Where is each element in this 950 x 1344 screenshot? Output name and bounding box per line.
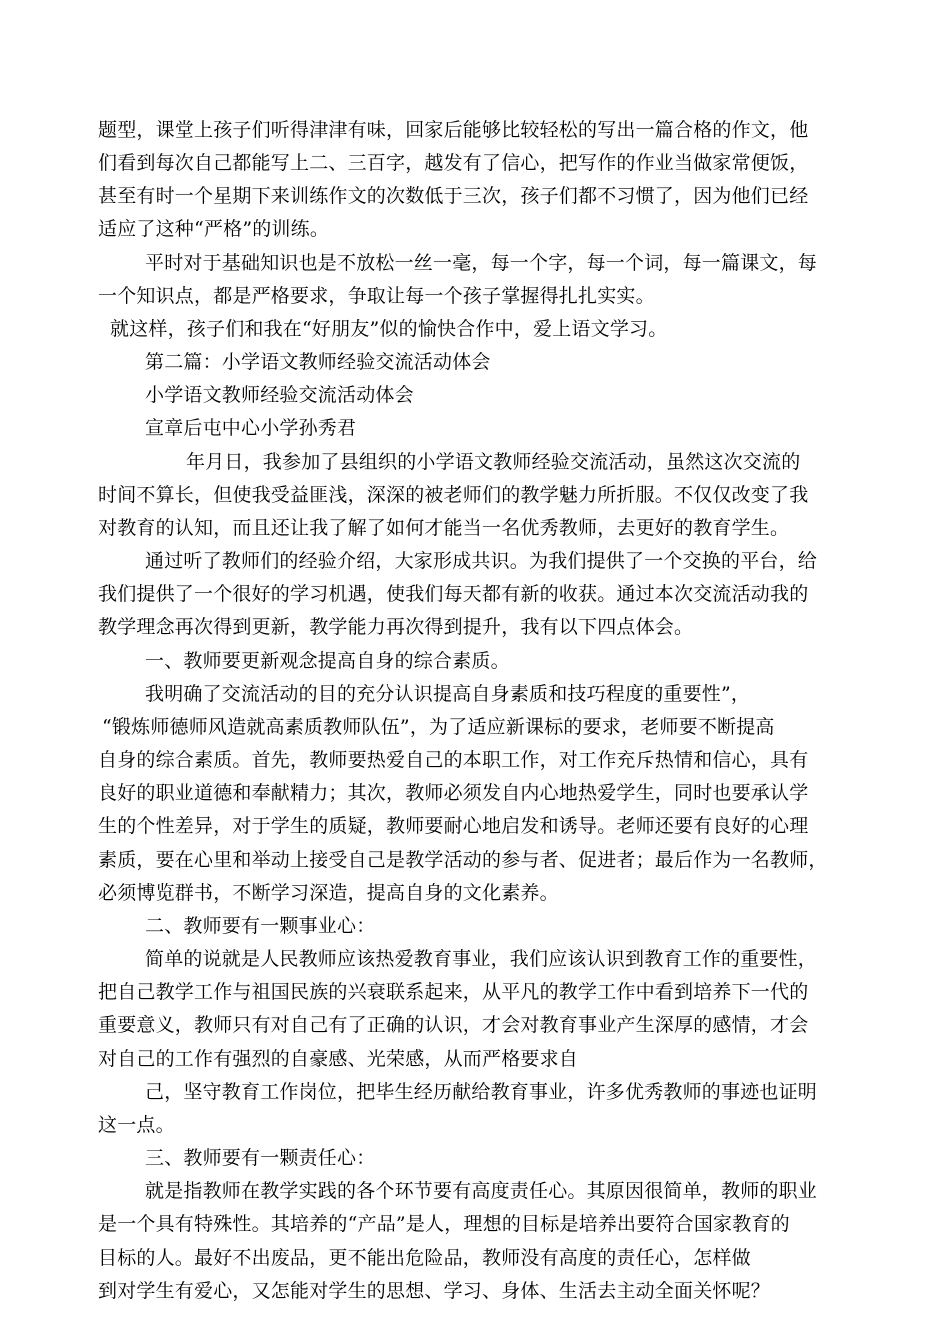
text-line: 素质，要在心里和举动上接受自己是教学活动的参与者、促进者；最后作为一名教师，: [98, 849, 828, 871]
text-line: 就是指教师在教学实践的各个环节要有高度责任心。其原因很简单，教师的职业: [145, 1180, 818, 1202]
section-heading: 第二篇：小学语文教师经验交流活动体会: [145, 351, 491, 373]
text-line: 题型，课堂上孩子们听得津津有味，回家后能够比较轻松的写出一篇合格的作文，他: [98, 119, 809, 141]
text-line: 必须博览群书，不断学习深造，提高自身的文化素养。: [98, 882, 559, 904]
text-line: 年月日，我参加了县组织的小学语文教师经验交流活动，虽然这次交流的: [186, 451, 801, 473]
text-line: 通过听了教师们的经验介绍，大家形成共识。为我们提供了一个交换的平台，给: [145, 550, 818, 572]
text-line: “锻炼师德师风造就高素质教师队伍”，为了适应新课标的要求，老师要不断提高: [102, 716, 775, 738]
text-line: 教学理念再次得到更新，教学能力再次得到提升，我有以下四点体会。: [98, 616, 694, 638]
text-line: 对教育的认知，而且还让我了解了如何才能当一名优秀教师，去更好的教育学生。: [98, 517, 790, 539]
text-line: 把自己教学工作与祖国民族的兴衰联系起来，从平凡的教学工作中看到培养下一代的: [98, 981, 809, 1003]
text-line: 自身的综合素质。首先，教师要热爱自己的本职工作，对工作充斥热情和信心，具有: [98, 749, 809, 771]
text-line: 时间不算长，但使我受益匪浅，深深的被老师们的教学魅力所折服。不仅仅改变了我: [98, 484, 809, 506]
text-line: 平时对于基础知识也是不放松一丝一毫，每一个字，每一个词，每一篇课文，每: [145, 252, 818, 274]
text-line: 到对学生有爱心，又怎能对学生的思想、学习、身体、生活去主动全面关怀呢？: [98, 1280, 771, 1302]
text-line: 良好的职业道德和奉献精力；其次，教师必须发自内心地热爱学生，同时也要承认学: [98, 782, 809, 804]
text-line: 一个知识点，都是严格要求，争取让每一个孩子掌握得扎扎实实。: [98, 285, 655, 307]
text-line: 简单的说就是人民教师应该热爱教育事业，我们应该认识到教育工作的重要性，: [145, 948, 818, 970]
text-line: 适应了这种“严格”的训练。: [98, 218, 330, 240]
text-line: 这一点。: [98, 1114, 175, 1136]
author-line: 宣章后屯中心小学孙秀君: [145, 417, 357, 439]
text-line: 是一个具有特殊性。其培养的“产品”是人，理想的目标是培养出要符合国家教育的: [98, 1213, 790, 1235]
text-line: 甚至有时一个星期下来训练作文的次数低于三次，孩子们都不习惯了，因为他们已经: [98, 185, 809, 207]
text-line: 就这样，孩子们和我在“好朋友”似的愉快合作中，爱上语文学习。: [110, 318, 668, 340]
text-line: 己，坚守教育工作岗位，把毕生经历献给教育事业，许多优秀教师的事迹也证明: [145, 1081, 818, 1103]
text-line: 我们提供了一个很好的学习机遇，使我们每天都有新的收获。通过本次交流活动我的: [98, 583, 809, 605]
text-line: 我明确了交流活动的目的充分认识提高自身素质和技巧程度的重要性”，: [145, 683, 751, 705]
point-heading: 三、教师要有一颗责任心：: [145, 1147, 376, 1169]
text-line: 生的个性差异，对于学生的质疑，教师要耐心地启发和诱导。老师还要有良好的心理: [98, 815, 809, 837]
point-heading: 二、教师要有一颗事业心：: [145, 915, 376, 937]
point-heading: 一、教师要更新观念提高自身的综合素质。: [145, 650, 510, 672]
text-line: 重要意义，教师只有对自己有了正确的认识，才会对教育事业产生深厚的感情，才会: [98, 1014, 809, 1036]
text-line: 目标的人。最好不出废品，更不能出危险品，教师没有高度的责任心，怎样做: [98, 1247, 751, 1269]
text-line: 们看到每次自己都能写上二、三百字，越发有了信心，把写作的作业当做家常便饭，: [98, 152, 809, 174]
article-title: 小学语文教师经验交流活动体会: [145, 384, 414, 406]
text-line: 对自己的工作有强烈的自豪感、光荣感，从而严格要求自: [98, 1048, 579, 1070]
